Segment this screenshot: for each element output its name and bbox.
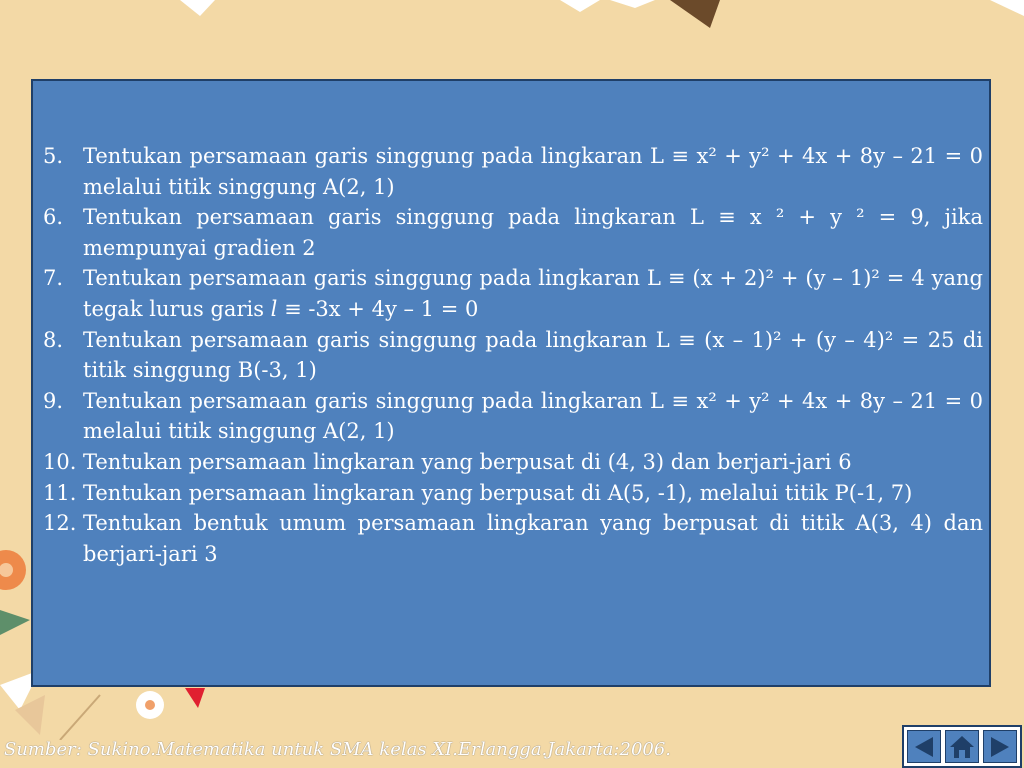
navigation-bar [902,725,1022,768]
triangle-left-icon [911,734,937,760]
item-text-end: ≡ -3x + 4y – 1 = 0 [277,296,479,321]
source-citation: Sumber: Sukino.Matematika untuk SMA kelas XI.Erlangga.Jakarta:2006. [4,739,672,760]
item-text: Tentukan persamaan garis singgung pada lingkaran L ≡ (x + 2)² + (y – 1)² = 4 yang tegak lurus garis [83,266,983,321]
list-item [43,478,983,509]
home-button[interactable] [945,730,979,763]
triangle-right-icon [987,734,1013,760]
list-item [43,508,983,569]
next-button[interactable] [983,730,1017,763]
prev-button[interactable] [907,730,941,763]
item-number: 9. [43,388,64,413]
problem-list [43,141,983,569]
item-number: 5. [43,144,64,168]
list-item [43,447,983,478]
home-icon [948,733,976,761]
content-panel [31,79,991,687]
leaf-decoration-top-left [175,0,235,20]
item-text: Tentukan persamaan garis singgung pada lingkaran L ≡ (x – 1)² + (y – 4)² = 25 di titik singgung B(-3, 1) [83,327,983,383]
item-number: 7. [43,266,64,291]
item-text: Tentukan persamaan lingkaran yang berpusat di A(5, -1), melalui titik P(-1, 7) [83,480,913,505]
list-item [43,325,983,386]
list-item [43,386,983,447]
line-symbol: l [270,296,278,321]
flower-decoration-left [0,540,34,650]
list-item [43,141,983,202]
item-text: Tentukan persamaan garis singgung pada lingkaran L ≡ x² + y² + 4x + 8y – 21 = 0 melalui titik singgung A(2, 1) [83,144,983,199]
item-number: 8. [43,327,64,352]
item-text: Tentukan bentuk umum persamaan lingkaran yang berpusat di titik A(3, 4) dan berjari-jari 3 [83,511,983,566]
list-item [43,202,983,263]
item-number: 6. [43,205,64,230]
item-number: 11. [43,480,77,505]
item-text: Tentukan persamaan garis singgung pada lingkaran L ≡ x ² + y ² = 9, jika mempunyai gradien 2 [83,205,983,260]
item-text: Tentukan persamaan garis singgung pada lingkaran L ≡ x² + y² + 4x + 8y – 21 = 0 melalui titik singgung A(2, 1) [83,388,983,444]
leaf-decoration-top-right [990,0,1024,20]
item-number: 12. [43,511,77,536]
item-text: Tentukan persamaan lingkaran yang berpusat di (4, 3) dan berjari-jari 6 [83,449,852,474]
item-number: 10. [43,449,77,474]
leaf-decoration-top-center [560,0,740,30]
list-item [43,263,983,324]
